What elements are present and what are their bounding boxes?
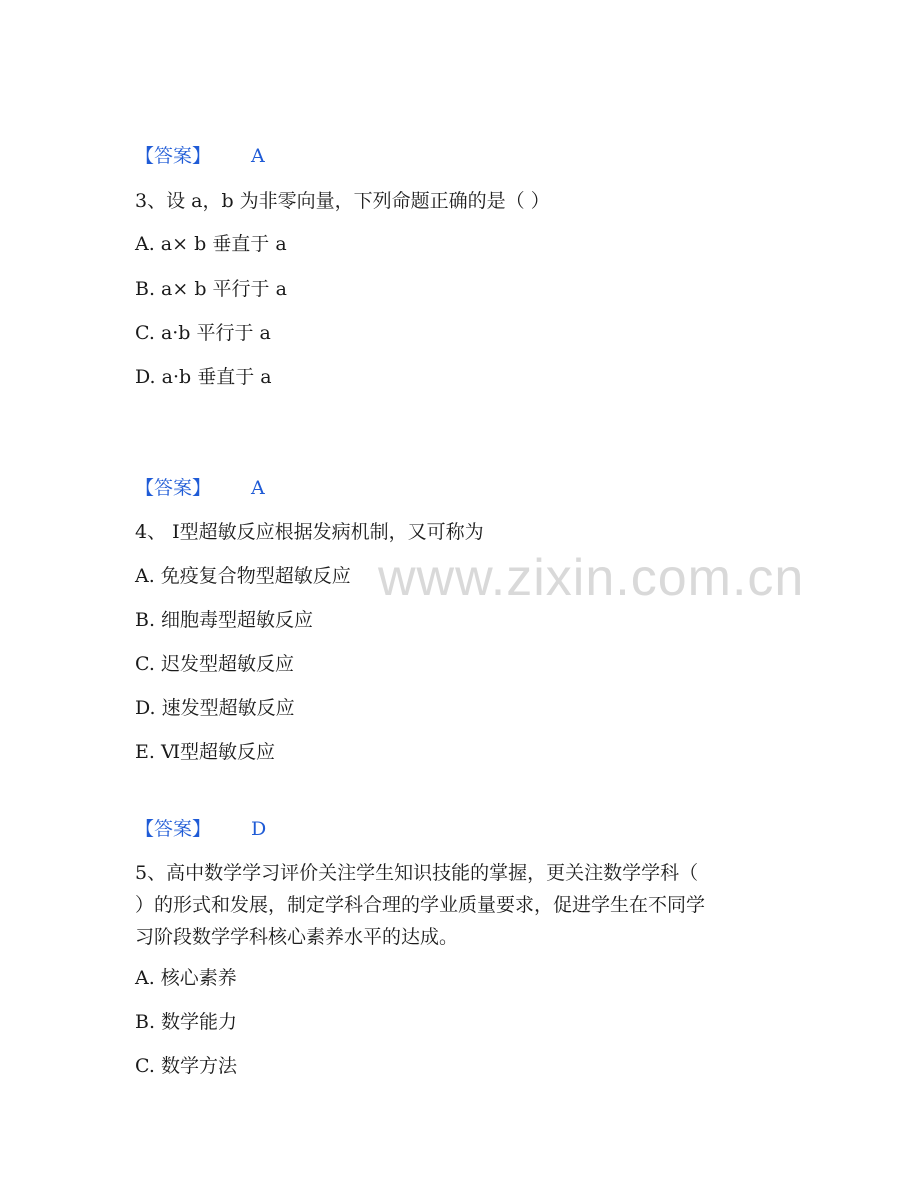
answer-line bbox=[135, 817, 267, 841]
question-5-option-c: C. 数学方法 bbox=[135, 1055, 237, 1077]
question-5-option-a: A. 核心素养 bbox=[135, 967, 237, 989]
question-3-text: 3、设 a，b 为非零向量，下列命题正确的是（ ） bbox=[135, 190, 550, 212]
question-5-text-line-3: 习阶段数学学科核心素养水平的达成。 bbox=[135, 926, 459, 948]
question-4-option-d: D. 速发型超敏反应 bbox=[135, 697, 295, 719]
question-4-option-c: C. 迟发型超敏反应 bbox=[135, 653, 294, 675]
question-4-option-e: E. Ⅵ型超敏反应 bbox=[135, 741, 276, 763]
answer-tag: 【答案】 bbox=[135, 145, 212, 167]
question-3-option-c: C. a·b 平行于 a bbox=[135, 322, 271, 344]
answer-value: D bbox=[251, 818, 267, 840]
question-3-option-b: B. a× b 平行于 a bbox=[135, 278, 287, 300]
question-5-text-line-1: 5、高中数学学习评价关注学生知识技能的掌握，更关注数学学科（ bbox=[135, 862, 699, 884]
answer-tag: 【答案】 bbox=[135, 818, 212, 840]
answer-line bbox=[135, 144, 265, 168]
question-3-option-a: A. a× b 垂直于 a bbox=[135, 233, 287, 255]
question-5-option-b: B. 数学能力 bbox=[135, 1011, 238, 1033]
answer-value: A bbox=[251, 145, 265, 167]
question-4-option-b: B. 细胞毒型超敏反应 bbox=[135, 609, 314, 631]
answer-value: A bbox=[251, 477, 265, 499]
question-3-option-d: D. a·b 垂直于 a bbox=[135, 366, 272, 388]
answer-tag: 【答案】 bbox=[135, 477, 212, 499]
answer-line bbox=[135, 476, 265, 500]
question-4-option-a: A. 免疫复合物型超敏反应 bbox=[135, 565, 351, 587]
question-5-text-line-2: ）的形式和发展，制定学科合理的学业质量要求，促进学生在不同学 bbox=[135, 894, 706, 916]
question-4-text: 4、 Ⅰ型超敏反应根据发病机制，又可称为 bbox=[135, 521, 484, 543]
watermark: www.zixin.com.cn bbox=[378, 549, 805, 607]
